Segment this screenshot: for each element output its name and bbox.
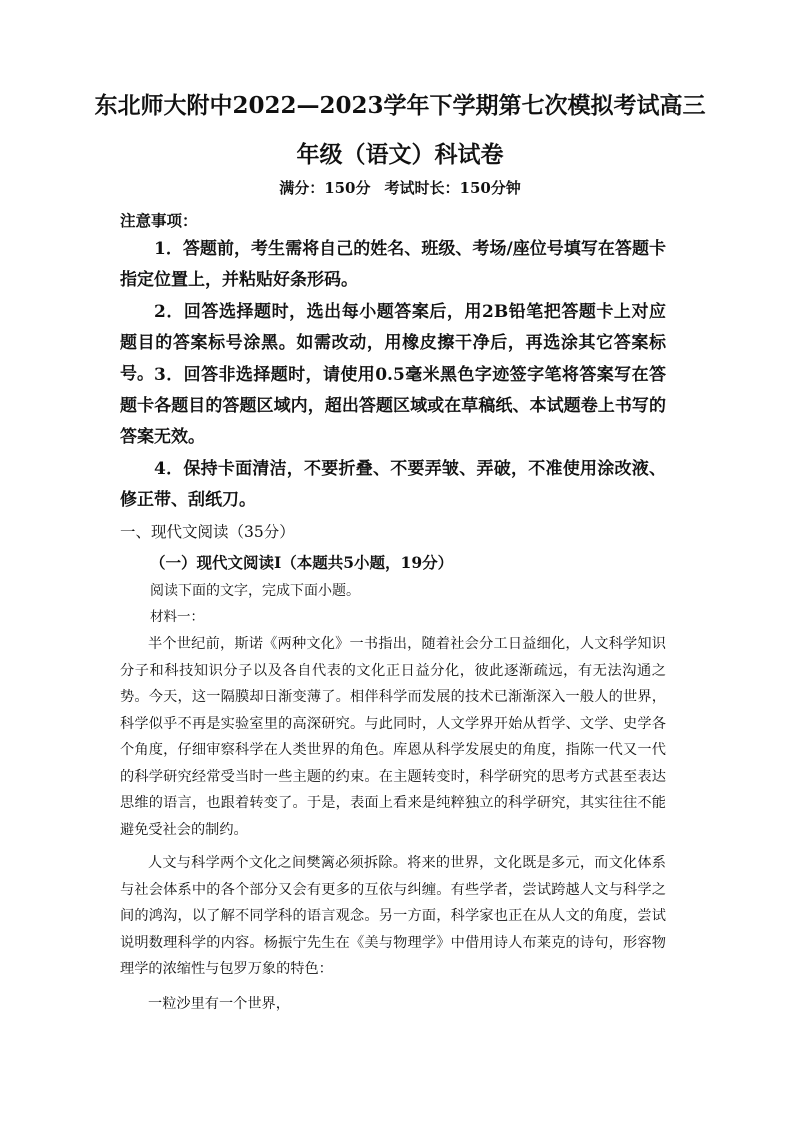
subsection-heading: （一）现代文阅读Ⅰ（本题共5小题，19分） <box>150 553 454 572</box>
material-paragraph-1: 半个世纪前，斯诺《两种文化》一书指出，随着社会分工日益细化，人文科学知识分子和科技知识分子以及各自代表的文化正日益分化，彼此逐渐疏远，有无法沟通之势。今天，这一隔膜却日渐变薄了。相伴科学而发展的技术已渐渐深入一般人的世界，科学似乎不再是实验室里的高深研究。与此同时，人文学界开始从哲学、文学、史学各个角度，仔细审察科学在人类世界的角色。库恩从科学发展史的角度，指陈一代又一代的科学研究经常受当时一些主题的约束。在主题转变时，科学研究的思考方式甚至表达思维的语言，也跟着转变了。于是，表面上看来是纯粹独立的科学研究，其实往往不能避免受社会的制约。 <box>120 636 666 838</box>
reading-instruction: 阅读下面的文字，完成下面小题。 <box>150 583 360 599</box>
exam-duration: 考试时长：150分钟 <box>384 179 521 197</box>
notice-heading: 注意事项： <box>120 211 198 230</box>
exam-title-line-2: 年级（语文）科试卷 <box>296 141 504 168</box>
poem-line: 一粒沙里有一个世界， <box>148 996 290 1012</box>
material-paragraph-2: 人文与科学两个文化之间樊篱必须拆除。将来的世界，文化既是多元，而文化体系与社会体系中的各个部分又会有更多的互依与纠缠。有些学者，尝试跨越人文与科学之间的鸿沟，以了解不同学科的语言观念。另一方面，科学家也正在从人文的角度，尝试说明数理科学的内容。杨振宁先生在《美与物理学》中借用诗人布莱克的诗句，形容物理学的浓缩性与包罗万象的特色： <box>120 855 666 977</box>
notice-item-2: 2．回答选择题时，选出每小题答案后，用2B铅笔把答题卡上对应题目的答案标号涂黑。如需改动，用橡皮擦干净后，再选涂其它答案标号。 <box>120 302 666 384</box>
section-heading: 一、现代文阅读（35分） <box>120 523 295 541</box>
exam-title-line-1: 东北师大附中2022—2023学年下学期第七次模拟考试高三 <box>94 92 706 119</box>
notice-item-3: 3．回答非选择题时，请使用0.5毫米黑色字迹签字笔将答案写在答题卡各题目的答题区域内，超出答题区域或在草稿纸、本试题卷上书写的答案无效。 <box>120 365 666 447</box>
material-label: 材料一： <box>150 609 204 625</box>
notice-item-1: 1．答题前，考生需将自己的姓名、班级、考场/座位号填写在答题卡指定位置上，并粘贴好条形码。 <box>120 239 666 290</box>
exam-meta <box>70 177 730 199</box>
full-score: 满分：150分 <box>279 179 371 197</box>
notice-item-4: 4．保持卡面清洁，不要折叠、不要弄皱、弄破，不准使用涂改液、修正带、刮纸刀。 <box>120 459 666 510</box>
